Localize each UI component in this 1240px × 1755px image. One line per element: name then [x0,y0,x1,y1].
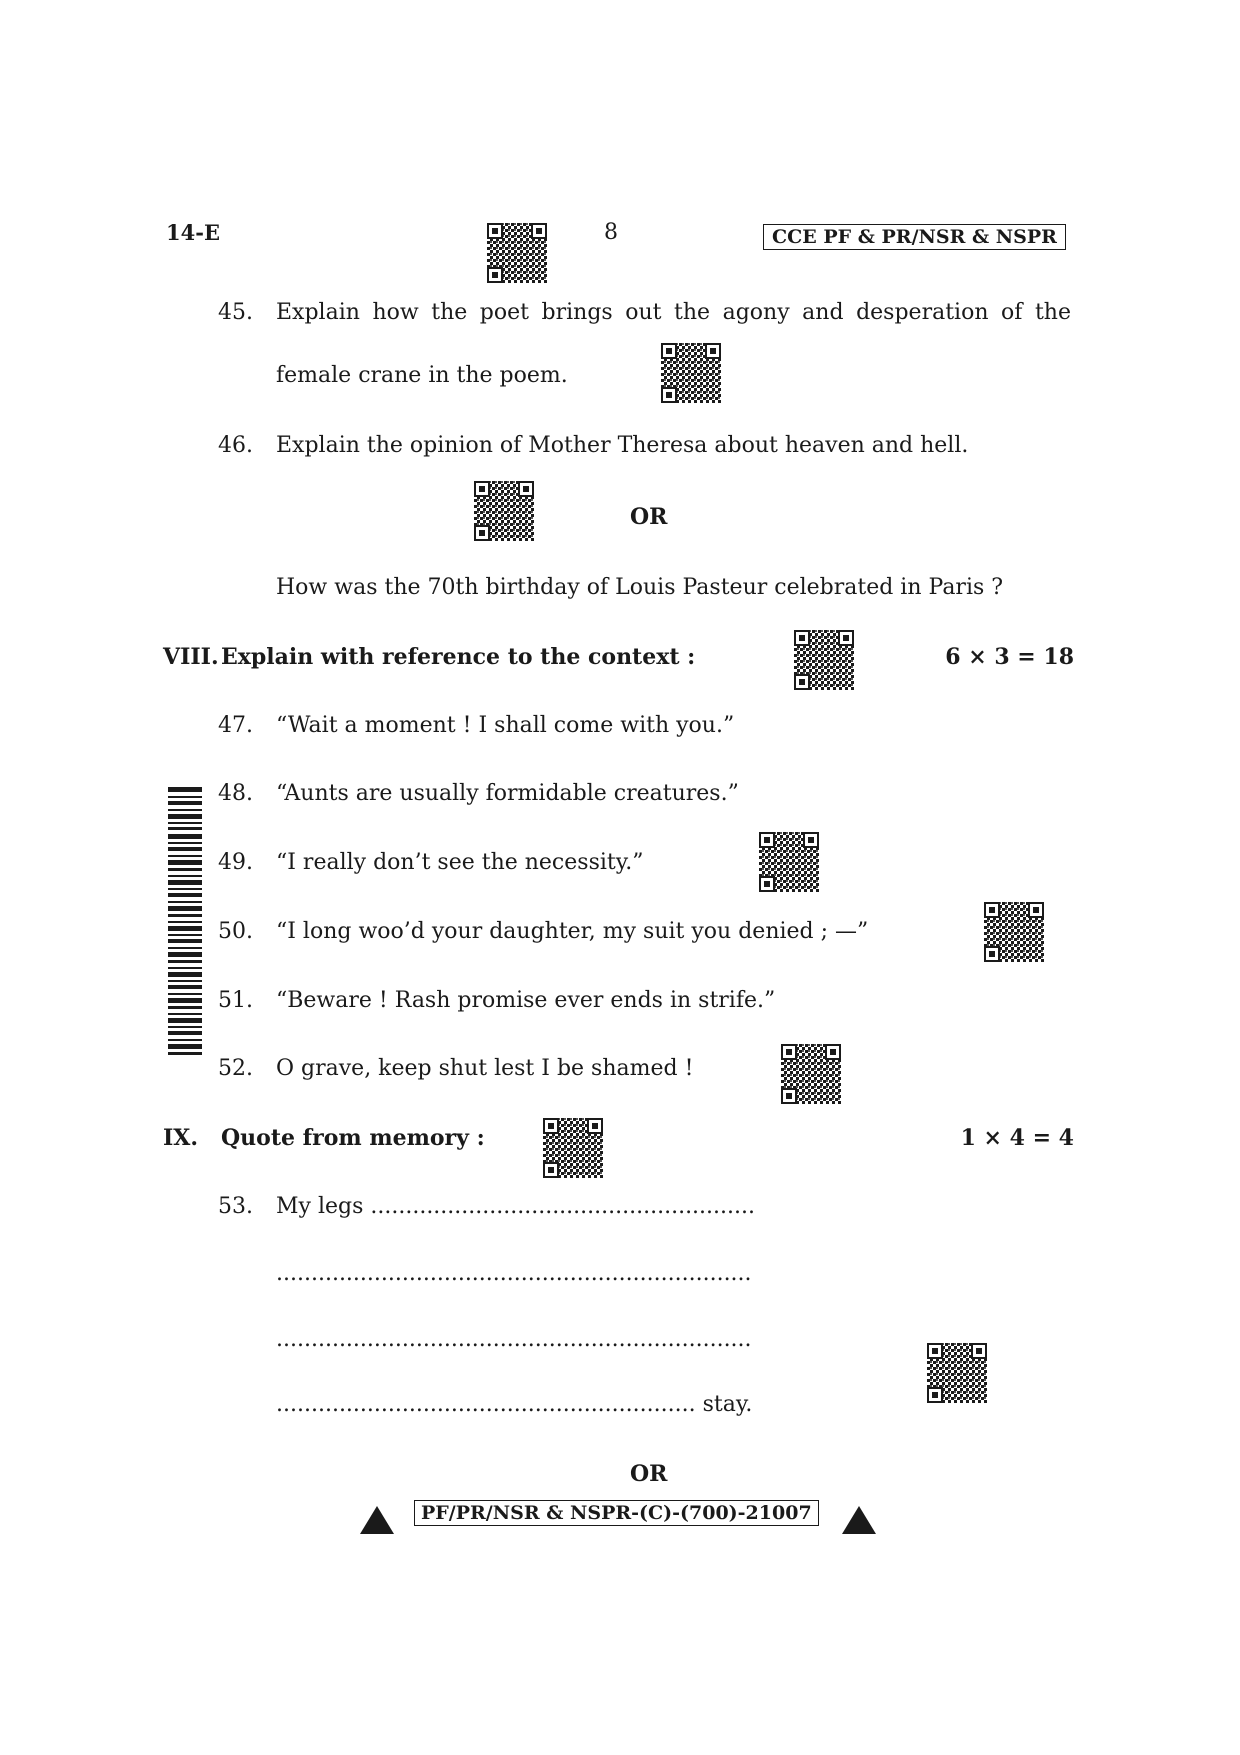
or-separator: OR [630,1461,668,1487]
question-text: “Beware ! Rash promise ever ends in strife.” [276,988,776,1013]
page-number: 8 [604,220,618,245]
qr-code-icon [474,481,534,541]
question-number: 49. [218,850,253,875]
question-number: 51. [218,988,253,1013]
question-text: O grave, keep shut lest I be shamed ! [276,1056,694,1081]
question-text: “I really don’t see the necessity.” [276,850,644,875]
section-marks: 6 × 3 = 18 [945,644,1074,670]
question-text: Explain the opinion of Mother Theresa about heaven and hell. [276,433,969,458]
qr-code-icon [661,343,721,403]
or-separator: OR [630,504,668,530]
question-text: female crane in the poem. [276,363,568,388]
qr-code-icon [759,832,819,892]
question-text: “I long woo’d your daughter, my suit you denied ; —” [276,919,869,944]
qr-code-icon [543,1118,603,1178]
question-number: 52. [218,1056,253,1081]
question-text: “Wait a moment ! I shall come with you.” [276,713,735,738]
paper-code: 14-E [166,220,220,245]
footer-code: PF/PR/NSR & NSPR-(C)-(700)-21007 [414,1500,819,1526]
qr-code-icon [487,223,547,283]
qr-code-icon [794,630,854,690]
answer-line: My legs ....................................................... [276,1194,755,1219]
answer-line: .................................................................... [276,1327,752,1352]
question-number: 45. [218,300,253,325]
answer-line: ............................................................ stay. [276,1392,753,1417]
question-number: 46. [218,433,253,458]
triangle-marker-icon [360,1506,394,1534]
question-text: Explain how the poet brings out the agony and desperation of the [276,300,1071,325]
answer-line: .................................................................... [276,1261,752,1286]
section-numeral: IX. [163,1125,199,1151]
question-number: 47. [218,713,253,738]
qr-code-icon [781,1044,841,1104]
question-number: 53. [218,1194,253,1219]
section-numeral: VIII. [163,644,219,670]
question-text: How was the 70th birthday of Louis Pasteur celebrated in Paris ? [276,575,1004,600]
question-text: “Aunts are usually formidable creatures.” [276,781,739,806]
section-marks: 1 × 4 = 4 [960,1125,1074,1151]
triangle-marker-icon [842,1506,876,1534]
section-title: Quote from memory : [221,1125,485,1151]
qr-code-icon [984,902,1044,962]
qr-code-icon [927,1343,987,1403]
course-label: CCE PF & PR/NSR & NSPR [763,224,1066,250]
section-title: Explain with reference to the context : [221,644,696,670]
question-number: 48. [218,781,253,806]
question-number: 50. [218,919,253,944]
barcode-icon [168,787,202,1055]
